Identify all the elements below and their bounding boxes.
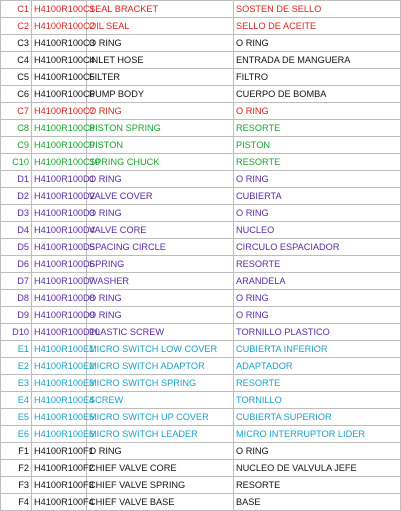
spanish-name-cell: SOSTEN DE SELLO: [234, 1, 401, 18]
part-code-cell: E5: [1, 409, 32, 426]
part-code-cell: F3: [1, 477, 32, 494]
spanish-name-cell: RESORTE: [234, 375, 401, 392]
table-row: [1, 426, 401, 443]
part-number-cell: H4100R100E4: [32, 392, 87, 409]
english-name-cell: VALVE CORE: [87, 222, 234, 239]
english-name-cell: O RING: [87, 103, 234, 120]
spanish-name-cell: NUCLEO DE VALVULA JEFE: [234, 460, 401, 477]
table-row: [1, 171, 401, 188]
english-name-cell: MICRO SWITCH UP COVER: [87, 409, 234, 426]
table-row: [1, 120, 401, 137]
table-row: [1, 341, 401, 358]
part-code-cell: D4: [1, 222, 32, 239]
table-row: [1, 494, 401, 511]
table-row: [1, 307, 401, 324]
part-code-cell: D7: [1, 273, 32, 290]
part-number-cell: H4100R100F1: [32, 443, 87, 460]
table-row: [1, 358, 401, 375]
english-name-cell: O RING: [87, 171, 234, 188]
part-code-cell: D5: [1, 239, 32, 256]
part-number-cell: H4100R100E5: [32, 409, 87, 426]
english-name-cell: O RING: [87, 205, 234, 222]
english-name-cell: SPRING: [87, 256, 234, 273]
part-number-cell: H4100R100F4: [32, 494, 87, 511]
english-name-cell: MICRO SWITCH SPRING: [87, 375, 234, 392]
part-code-cell: E3: [1, 375, 32, 392]
part-number-cell: H4100R100C8: [32, 120, 87, 137]
table-row: [1, 460, 401, 477]
part-number-cell: H4100R100C2: [32, 18, 87, 35]
part-number-cell: H4100R100C6: [32, 86, 87, 103]
part-code-cell: C6: [1, 86, 32, 103]
part-code-cell: C1: [1, 1, 32, 18]
table-row: [1, 86, 401, 103]
part-number-cell: H4100R100D3: [32, 205, 87, 222]
table-row: [1, 18, 401, 35]
table-row: [1, 205, 401, 222]
part-number-cell: H4100R100C1: [32, 1, 87, 18]
spanish-name-cell: CUBIERTA: [234, 188, 401, 205]
part-code-cell: C2: [1, 18, 32, 35]
english-name-cell: SEAL BRACKET: [87, 1, 234, 18]
english-name-cell: INLET HOSE: [87, 52, 234, 69]
spanish-name-cell: O RING: [234, 103, 401, 120]
part-number-cell: H4100R100D1: [32, 171, 87, 188]
part-number-cell: H4100R100D6: [32, 256, 87, 273]
spanish-name-cell: CUBIERTA SUPERIOR: [234, 409, 401, 426]
part-code-cell: D3: [1, 205, 32, 222]
part-number-cell: H4100R100C10: [32, 154, 87, 171]
part-number-cell: H4100R100F3: [32, 477, 87, 494]
part-number-cell: H4100R100D9: [32, 307, 87, 324]
part-number-cell: H4100R100C3: [32, 35, 87, 52]
table-row: [1, 443, 401, 460]
table-row: [1, 477, 401, 494]
part-code-cell: C8: [1, 120, 32, 137]
table-row: [1, 375, 401, 392]
spanish-name-cell: CIRCULO ESPACIADOR: [234, 239, 401, 256]
english-name-cell: PISTON SPRING: [87, 120, 234, 137]
part-code-cell: E1: [1, 341, 32, 358]
part-code-cell: E4: [1, 392, 32, 409]
part-number-cell: H4100R100F2: [32, 460, 87, 477]
english-name-cell: CHIEF VALVE SPRING: [87, 477, 234, 494]
table-row: [1, 324, 401, 341]
english-name-cell: FILTER: [87, 69, 234, 86]
english-name-cell: CHIEF VALVE BASE: [87, 494, 234, 511]
part-number-cell: H4100R100D2: [32, 188, 87, 205]
spanish-name-cell: NUCLEO: [234, 222, 401, 239]
part-number-cell: H4100R100E3: [32, 375, 87, 392]
table-row: [1, 69, 401, 86]
part-number-cell: H4100R100E2: [32, 358, 87, 375]
english-name-cell: VALVE COVER: [87, 188, 234, 205]
english-name-cell: SPRING CHUCK: [87, 154, 234, 171]
table-row: [1, 35, 401, 52]
part-code-cell: D9: [1, 307, 32, 324]
spanish-name-cell: RESORTE: [234, 477, 401, 494]
table-row: [1, 154, 401, 171]
table-row: [1, 290, 401, 307]
part-number-cell: H4100R100D10: [32, 324, 87, 341]
table-row: [1, 137, 401, 154]
part-code-cell: D1: [1, 171, 32, 188]
part-code-cell: E2: [1, 358, 32, 375]
part-code-cell: C5: [1, 69, 32, 86]
part-number-cell: H4100R100E6: [32, 426, 87, 443]
part-code-cell: F2: [1, 460, 32, 477]
english-name-cell: MICRO SWITCH LEADER: [87, 426, 234, 443]
spanish-name-cell: TORNILLO PLASTICO: [234, 324, 401, 341]
spanish-name-cell: ADAPTADOR: [234, 358, 401, 375]
table-row: [1, 392, 401, 409]
english-name-cell: O RING: [87, 307, 234, 324]
spanish-name-cell: O RING: [234, 290, 401, 307]
spanish-name-cell: O RING: [234, 171, 401, 188]
part-code-cell: F4: [1, 494, 32, 511]
table-row: [1, 273, 401, 290]
part-number-cell: H4100R100D5: [32, 239, 87, 256]
spanish-name-cell: ARANDELA: [234, 273, 401, 290]
spanish-name-cell: O RING: [234, 443, 401, 460]
table-row: [1, 409, 401, 426]
part-code-cell: C9: [1, 137, 32, 154]
table-row: [1, 188, 401, 205]
spanish-name-cell: O RING: [234, 307, 401, 324]
english-name-cell: WASHER: [87, 273, 234, 290]
part-number-cell: H4100R100C5: [32, 69, 87, 86]
part-code-cell: C3: [1, 35, 32, 52]
part-number-cell: H4100R100C4: [32, 52, 87, 69]
table-row: [1, 222, 401, 239]
english-name-cell: SCREW: [87, 392, 234, 409]
spanish-name-cell: RESORTE: [234, 154, 401, 171]
part-code-cell: D8: [1, 290, 32, 307]
part-number-cell: H4100R100E1: [32, 341, 87, 358]
part-code-cell: C4: [1, 52, 32, 69]
table-row: [1, 256, 401, 273]
part-code-cell: F1: [1, 443, 32, 460]
spanish-name-cell: PISTON: [234, 137, 401, 154]
english-name-cell: PLASTIC SCREW: [87, 324, 234, 341]
part-code-cell: D10: [1, 324, 32, 341]
part-code-cell: D6: [1, 256, 32, 273]
spanish-name-cell: CUBIERTA INFERIOR: [234, 341, 401, 358]
spanish-name-cell: MICRO INTERRUPTOR LIDER: [234, 426, 401, 443]
part-code-cell: C10: [1, 154, 32, 171]
table-row: [1, 239, 401, 256]
spanish-name-cell: ENTRADA DE MANGUERA: [234, 52, 401, 69]
english-name-cell: O RING: [87, 443, 234, 460]
english-name-cell: O RING: [87, 290, 234, 307]
spanish-name-cell: RESORTE: [234, 256, 401, 273]
part-number-cell: H4100R100D4: [32, 222, 87, 239]
part-number-cell: H4100R100D7: [32, 273, 87, 290]
spanish-name-cell: O RING: [234, 205, 401, 222]
part-number-cell: H4100R100C7: [32, 103, 87, 120]
english-name-cell: O RING: [87, 35, 234, 52]
english-name-cell: PISTON: [87, 137, 234, 154]
table-row: [1, 52, 401, 69]
english-name-cell: SPACING CIRCLE: [87, 239, 234, 256]
spanish-name-cell: TORNILLO: [234, 392, 401, 409]
english-name-cell: OIL SEAL: [87, 18, 234, 35]
part-number-cell: H4100R100D8: [32, 290, 87, 307]
english-name-cell: PUMP BODY: [87, 86, 234, 103]
english-name-cell: CHIEF VALVE CORE: [87, 460, 234, 477]
spanish-name-cell: FILTRO: [234, 69, 401, 86]
spanish-name-cell: BASE: [234, 494, 401, 511]
table-row: [1, 103, 401, 120]
part-code-cell: C7: [1, 103, 32, 120]
spanish-name-cell: CUERPO DE BOMBA: [234, 86, 401, 103]
part-code-cell: D2: [1, 188, 32, 205]
english-name-cell: MICRO SWITCH ADAPTOR: [87, 358, 234, 375]
part-number-cell: H4100R100C9: [32, 137, 87, 154]
english-name-cell: MICRO SWITCH LOW COVER: [87, 341, 234, 358]
part-code-cell: E6: [1, 426, 32, 443]
spanish-name-cell: O RING: [234, 35, 401, 52]
parts-table-body: [1, 1, 401, 511]
spanish-name-cell: RESORTE: [234, 120, 401, 137]
spanish-name-cell: SELLO DE ACEITE: [234, 18, 401, 35]
table-row: [1, 1, 401, 18]
